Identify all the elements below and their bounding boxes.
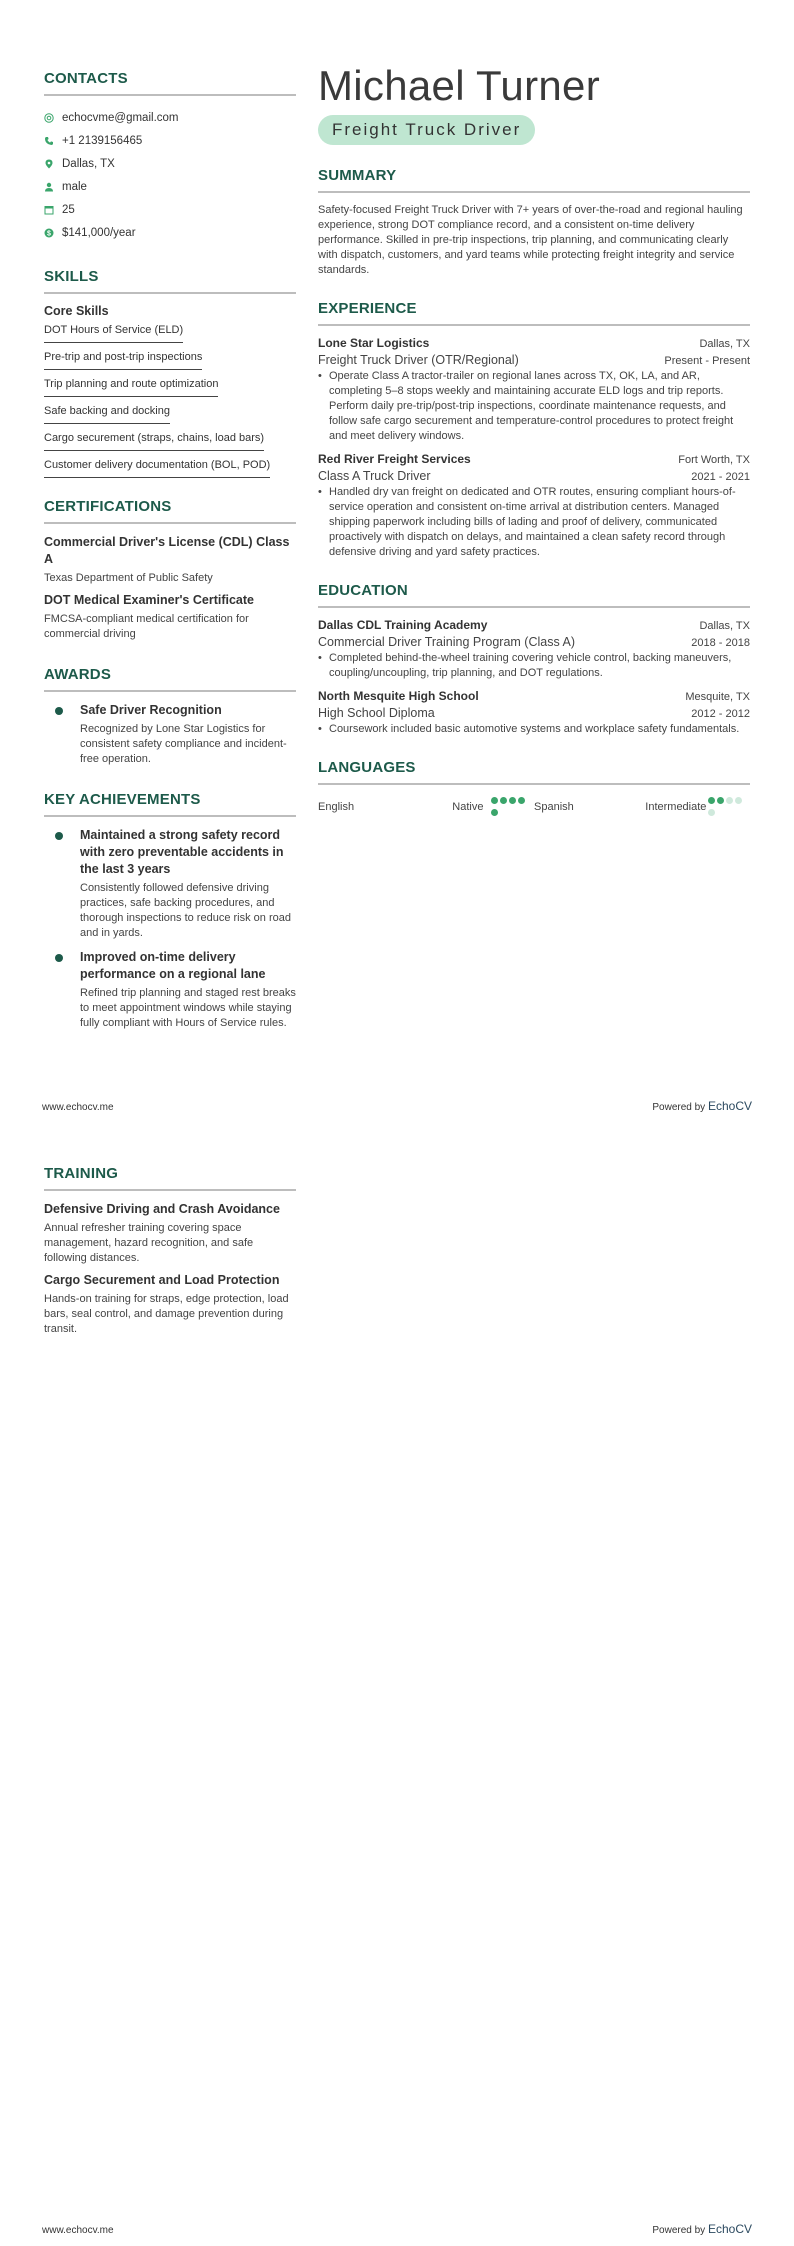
skill-item: DOT Hours of Service (ELD) (44, 321, 183, 343)
bullet-dot-icon (55, 954, 63, 962)
language-item (318, 795, 534, 819)
resume-page-2 (0, 1123, 794, 2246)
certification-name: Commercial Driver's License (CDL) Class A (44, 535, 290, 566)
section-title: SUMMARY (318, 167, 750, 193)
left-column (44, 1165, 296, 1337)
achievement-name: Maintained a strong safety record with zero preventable accidents in the last 3 years (80, 828, 284, 876)
language-level: Native (452, 801, 484, 813)
skill-item: Cargo securement (straps, chains, load bars) (44, 429, 264, 451)
company-name: Lone Star Logistics (318, 336, 430, 350)
section-title: LANGUAGES (318, 759, 750, 785)
section-title: CONTACTS (44, 70, 296, 96)
page-footer (42, 2222, 752, 2236)
degree: High School Diploma (318, 706, 435, 720)
svg-text:$: $ (47, 230, 51, 238)
certification-detail: FMCSA-compliant medical certification for commercial driving (44, 613, 249, 640)
location-pin-icon (44, 159, 54, 169)
job-title: Freight Truck Driver (OTR/Regional) (318, 353, 519, 367)
certifications-section (44, 498, 296, 642)
phone-icon (44, 136, 54, 146)
contact-value: 25 (62, 203, 75, 216)
brand-logo: EchoCV (707, 1099, 752, 1113)
entry-location: Dallas, TX (699, 620, 750, 632)
entry-bullet: • Handled dry van freight on dedicated and OTR routes, ensuring compliant hours-of-service operation and consistent on-time arrival at distribution centers. Managed shipping paperwork including bills of lading and proof of delivery, communicated proactively with dispatch on delays, and maintained a clean safety record through defensive driving and yard safety practices. (318, 485, 750, 560)
languages-section (318, 759, 750, 813)
section-title: KEY ACHIEVEMENTS (44, 791, 296, 817)
brand-logo: EchoCV (707, 2222, 752, 2236)
footer-powered-by: Powered by EchoCV (652, 1099, 752, 1113)
section-title: EXPERIENCE (318, 300, 750, 326)
experience-section (318, 300, 750, 560)
languages-list (318, 785, 750, 813)
entry-dates: 2018 - 2018 (691, 637, 750, 649)
contact-value: male (62, 180, 87, 193)
company-name: Red River Freight Services (318, 452, 471, 466)
entry-bullet: • Completed behind-the-wheel training covering vehicle control, backing maneuvers, coupling/uncoupling, trip planning, and DOT regulations. (318, 651, 750, 681)
role-badge: Freight Truck Driver (318, 115, 535, 145)
entry-location: Dallas, TX (699, 338, 750, 350)
certification-item (44, 592, 296, 642)
award-item (44, 702, 296, 767)
award-name: Safe Driver Recognition (80, 703, 222, 717)
section-title: AWARDS (44, 666, 296, 692)
candidate-name: Michael Turner (318, 62, 600, 109)
left-column (44, 70, 296, 1031)
training-section (44, 1165, 296, 1337)
entry-location: Mesquite, TX (685, 691, 750, 703)
footer-url[interactable]: www.echocv.me (42, 2225, 114, 2236)
contact-salary (44, 221, 296, 244)
language-item (534, 795, 750, 819)
language-level: Intermediate (645, 801, 707, 813)
school-name: North Mesquite High School (318, 689, 479, 703)
achievement-item (44, 827, 296, 941)
education-entry (318, 689, 750, 737)
education-section (318, 582, 750, 737)
language-name: English (318, 801, 355, 813)
bullet-dot-icon (55, 832, 63, 840)
achievement-item (44, 949, 296, 1031)
degree: Commercial Driver Training Program (Class A) (318, 635, 576, 649)
achievement-name: Improved on-time delivery performance on a regional lane (80, 950, 266, 981)
person-icon (44, 182, 54, 192)
contact-value: Dallas, TX (62, 157, 115, 170)
award-detail: Recognized by Lone Star Logistics for consistent safety compliance and incident-free operation. (80, 723, 287, 765)
skill-item: Customer delivery documentation (BOL, POD) (44, 456, 270, 478)
school-name: Dallas CDL Training Academy (318, 618, 488, 632)
achievement-detail: Refined trip planning and staged rest breaks to meet appointment windows while staying fully compliant with Hours of Service rules. (80, 987, 296, 1029)
achievement-detail: Consistently followed defensive driving practices, safe backing procedures, and thorough inspections to reduce risk on road and in yards. (80, 882, 291, 939)
entry-dates: 2012 - 2012 (691, 708, 750, 720)
rating-dots-icon (708, 795, 750, 819)
training-detail: Hands-on training for straps, edge protection, load bars, seal control, and damage prevention during transit. (44, 1293, 289, 1335)
section-title: TRAINING (44, 1165, 296, 1191)
entry-dates: 2021 - 2021 (691, 471, 750, 483)
education-entry (318, 618, 750, 681)
skills-section (44, 268, 296, 482)
contact-value: +1 2139156465 (62, 134, 143, 147)
training-name: Cargo Securement and Load Protection (44, 1273, 280, 1287)
contact-value: echocvme@gmail.com (62, 111, 179, 124)
training-item (44, 1272, 296, 1337)
language-name: Spanish (534, 801, 574, 813)
certification-detail: Texas Department of Public Safety (44, 572, 213, 584)
rating-dots-icon (491, 795, 534, 819)
contact-gender (44, 175, 296, 198)
footer-url[interactable]: www.echocv.me (42, 1102, 114, 1113)
skill-item: Pre-trip and post-trip inspections (44, 348, 202, 370)
entry-bullet: • Coursework included basic automotive systems and workplace safety fundamentals. (318, 722, 750, 737)
dollar-icon (44, 228, 54, 238)
skill-item: Safe backing and docking (44, 402, 170, 424)
skills-group-title: Core Skills (44, 304, 109, 318)
section-title: EDUCATION (318, 582, 750, 608)
entry-location: Fort Worth, TX (678, 454, 750, 466)
experience-entry (318, 452, 750, 560)
training-name: Defensive Driving and Crash Avoidance (44, 1202, 280, 1216)
certification-name: DOT Medical Examiner's Certificate (44, 593, 254, 607)
entry-bullet: • Operate Class A tractor-trailer on regional lanes across TX, OK, LA, and AR, completing 5–8 stops weekly and maintaining accurate ELD logs and trip reports. Perform daily pre-trip/post-trip inspections, coordinate maintenance requests, and follow safe cargo securement and temperature-control procedures to protect freight and meet delivery windows. (318, 369, 750, 444)
training-item (44, 1201, 296, 1266)
contact-age (44, 198, 296, 221)
section-title: CERTIFICATIONS (44, 498, 296, 524)
right-column (318, 0, 750, 813)
awards-section (44, 666, 296, 767)
experience-entry (318, 336, 750, 444)
skill-item: Trip planning and route optimization (44, 375, 218, 397)
contact-phone[interactable] (44, 129, 296, 152)
contact-value: $141,000/year (62, 226, 136, 239)
contact-location (44, 152, 296, 175)
contact-email[interactable] (44, 106, 296, 129)
job-title: Class A Truck Driver (318, 469, 431, 483)
entry-dates: Present - Present (664, 355, 750, 367)
summary-text: Safety-focused Freight Truck Driver with 7+ years of over-the-road and regional hauling experience, strong DOT compliance record, and a consistent on-time delivery performance. Skilled in pre-trip inspections, trip planning, and communicating clearly with dispatch, customers, and yard teams while protecting freight integrity and service standards. (318, 204, 743, 276)
bullet-dot-icon (55, 707, 63, 715)
page-footer (42, 1099, 752, 1113)
summary-section (318, 167, 750, 278)
at-icon (44, 113, 54, 123)
calendar-icon (44, 205, 54, 215)
footer-powered-by: Powered by EchoCV (652, 2222, 752, 2236)
achievements-section (44, 791, 296, 1031)
contacts-section (44, 70, 296, 244)
certification-item (44, 534, 296, 586)
section-title: SKILLS (44, 268, 296, 294)
training-detail: Annual refresher training covering space management, hazard recognition, and safe following distances. (44, 1222, 254, 1264)
